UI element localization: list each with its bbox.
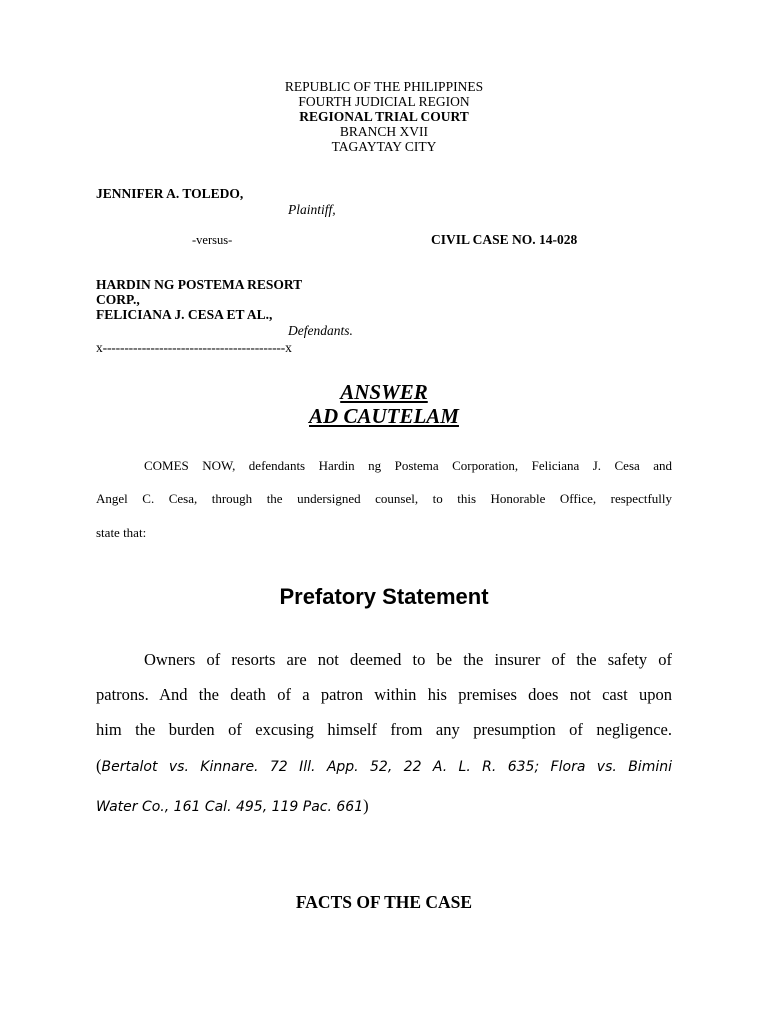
prefatory-line-3: him the burden of excusing himself from any presumption of negligence.	[96, 720, 672, 739]
intro-line-3: state that:	[96, 525, 147, 540]
plaintiff-name: JENNIFER A. TOLEDO,	[96, 186, 244, 201]
court-name: REGIONAL TRIAL COURT	[299, 109, 469, 124]
prefatory-line-1: Owners of resorts are not deemed to be the insurer of the safety of	[144, 650, 672, 669]
court-city: TAGAYTAY CITY	[331, 139, 437, 154]
court-branch: BRANCH XVII	[339, 124, 429, 139]
court-region: FOURTH JUDICIAL REGION	[298, 94, 470, 109]
versus-label: -versus-	[192, 233, 233, 247]
title-line-1: ANSWER	[340, 380, 428, 404]
citation-close-paren: )	[363, 796, 369, 815]
citation-part-2: Water Co., 161 Cal. 495, 119 Pac. 661	[96, 799, 364, 815]
case-number: CIVIL CASE NO. 14-028	[431, 232, 578, 247]
defendant-line-3: FELICIANA J. CESA ET AL.,	[96, 307, 273, 322]
prefatory-line-2: patrons. And the death of a patron within his premises does not cast upon	[96, 685, 672, 704]
caption-separator: x------------------------------------------x	[96, 340, 292, 355]
prefatory-line-5	[96, 796, 369, 816]
defendant-line-2: CORP.,	[96, 292, 140, 307]
defendant-line-1: HARDIN NG POSTEMA RESORT	[96, 277, 303, 292]
citation-open-paren: (	[96, 756, 102, 775]
court-republic: REPUBLIC OF THE PHILIPPINES	[284, 79, 484, 94]
intro-line-1: COMES NOW, defendants Hardin ng Postema Corporation, Feliciana J. Cesa and	[144, 458, 672, 473]
court-header	[0, 79, 768, 154]
title-line-2: AD CAUTELAM	[309, 404, 459, 428]
citation-part-1: Bertalot vs. Kinnare. 72 Ill. App. 52, 22 A. L. R. 635; Flora vs. Bimini	[101, 759, 672, 775]
intro-line-2: Angel C. Cesa, through the undersigned counsel, to this Honorable Office, respectfully	[96, 491, 672, 506]
prefatory-line-4	[96, 756, 672, 776]
prefatory-heading: Prefatory Statement	[279, 584, 489, 609]
document-title	[0, 380, 768, 428]
facts-heading: FACTS OF THE CASE	[295, 892, 473, 912]
plaintiff-role: Plaintiff,	[288, 202, 336, 217]
defendant-role: Defendants.	[288, 323, 353, 338]
